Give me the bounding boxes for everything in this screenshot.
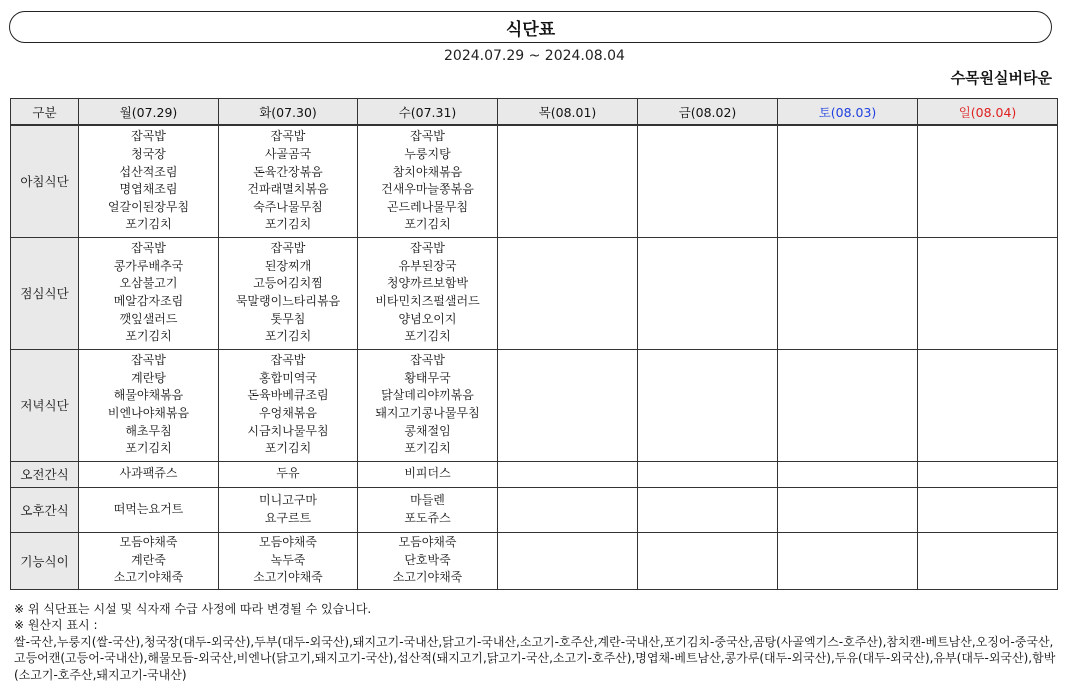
menu-item: 비타민치즈펄샐러드: [375, 294, 480, 308]
menu-item: 시금치나물무침: [247, 423, 329, 438]
menu-item: 두유: [276, 466, 300, 481]
header-day-fri: 금(08.02): [638, 99, 778, 126]
menu-cell: [918, 532, 1058, 589]
change-notice: ※ 위 식단표는 시설 및 식자재 수급 사정에 따라 변경될 수 있습니다.: [14, 602, 372, 616]
menu-item: 모듬야채죽: [259, 535, 317, 550]
menu-item: 사과팩쥬스: [119, 466, 178, 481]
header-row: [11, 99, 1058, 126]
menu-item: 계란탕: [131, 370, 166, 385]
menu-cell: [918, 349, 1058, 461]
menu-cell: [79, 125, 219, 237]
menu-cell: [638, 461, 778, 487]
menu-cell: [358, 349, 498, 461]
menu-item: 단호박죽: [404, 552, 451, 567]
menu-cell: [638, 487, 778, 532]
menu-item: 된장찌개: [264, 258, 312, 273]
row-label: 기능식이: [11, 532, 79, 589]
row-label: 오후간식: [11, 487, 79, 532]
menu-cell: [638, 237, 778, 349]
menu-items: [219, 352, 357, 458]
row-label: 아침식단: [11, 125, 79, 237]
menu-items: [219, 492, 357, 527]
page-title: 식단표: [505, 19, 556, 40]
menu-item: 모듬야채죽: [119, 535, 178, 550]
facility-name: 수목원실버타운: [950, 69, 1052, 87]
menu-item: 콩가루배추국: [113, 258, 184, 273]
row-label: 저녁식단: [11, 349, 79, 461]
menu-cell: [498, 532, 638, 589]
menu-cell: [778, 237, 918, 349]
menu-item: 포기김치: [404, 329, 451, 344]
menu-item: 모듬야채죽: [398, 535, 457, 550]
row-dinner: [11, 349, 1058, 461]
menu-item: 닭살데리야끼볶음: [381, 388, 474, 403]
menu-item: 청국장: [131, 147, 166, 162]
menu-item: 포기김치: [125, 217, 172, 232]
menu-item: 건파래멸치볶음: [247, 182, 329, 197]
menu-cell: [79, 461, 219, 487]
menu-item: 메알감자조림: [113, 294, 184, 308]
menu-item: 얼갈이된장무침: [107, 199, 190, 214]
menu-item: 섭산적조림: [119, 164, 178, 179]
menu-cell: [79, 487, 219, 532]
menu-items: [358, 240, 497, 346]
menu-items: [79, 240, 218, 346]
menu-cell: [498, 349, 638, 461]
menu-item: 잡곡밥: [131, 129, 166, 144]
menu-item: 포기김치: [264, 441, 312, 456]
menu-cell: [498, 237, 638, 349]
header-day-sat: 토(08.03): [778, 99, 918, 126]
menu-table: [10, 98, 1058, 590]
row-breakfast: [11, 125, 1058, 237]
menu-items: [79, 465, 218, 483]
menu-item: 고등어김치찜: [253, 276, 323, 291]
menu-cell: [219, 125, 358, 237]
menu-cell: [79, 532, 219, 589]
menu-cell: [358, 237, 498, 349]
menu-items: [358, 492, 497, 527]
menu-cell: [79, 349, 219, 461]
menu-items: [219, 128, 357, 234]
menu-item: 소고기야채죽: [113, 570, 184, 585]
menu-item: 잡곡밥: [131, 353, 166, 368]
menu-items: [219, 240, 357, 346]
menu-items: [358, 128, 497, 234]
menu-items: [79, 534, 218, 587]
menu-cell: [918, 461, 1058, 487]
menu-cell: [638, 349, 778, 461]
menu-item: 녹두죽: [270, 552, 306, 567]
origin-details: 쌀-국산,누룽지(쌀-국산),청국장(대두-외국산),두부(대두-외국산),돼지고기-국내산,닭고기-국내산,소고기-호주산,계란-국내산,포기김치-중국산,곰탕(사골엑기스-호주산),참치캔-베트남산,오징어-중국산,고등어캔(고등어-국내산),해물모듬-외국산,비엔나(닭고기,돼지고기-국산),섭산적(돼지고기,닭고기-국산,소고기-호주산),명엽채-베트남산,콩가루(대두-외국산),두유(대두-외국산),유부(대두-외국산),함박(소고기-호주산,돼지고기-국내산): [14, 634, 1056, 682]
menu-cell: [918, 125, 1058, 237]
menu-item: 계란죽: [131, 552, 166, 567]
header-category: 구분: [11, 99, 79, 126]
title-banner: [9, 11, 1052, 43]
header-day-tue: 화(07.30): [219, 99, 358, 126]
menu-item: 잡곡밥: [270, 129, 306, 144]
menu-item: 소고기야채죽: [253, 570, 323, 585]
menu-item: 포기김치: [404, 441, 451, 456]
menu-cell: [918, 237, 1058, 349]
menu-item: 잡곡밥: [410, 241, 445, 256]
menu-item: 건새우마늘쫑볶음: [381, 182, 474, 197]
menu-item: 묵말랭이느타리볶음: [235, 294, 341, 308]
menu-items: [79, 352, 218, 458]
menu-cell: [498, 461, 638, 487]
menu-item: 명엽채조림: [119, 182, 178, 197]
menu-item: 포기김치: [264, 217, 312, 232]
menu-items: [79, 128, 218, 234]
menu-item: 콩채절임: [404, 423, 451, 438]
origin-heading: ※ 원산지 표시 :: [14, 618, 98, 633]
menu-item: 돈육바베큐조림: [247, 388, 329, 403]
menu-item: 마들렌: [410, 492, 445, 507]
menu-item: 곤드레나물무침: [386, 199, 469, 214]
menu-item: 톳무침: [270, 311, 306, 326]
menu-item: 오삼불고기: [119, 276, 178, 291]
menu-item: 잡곡밥: [131, 241, 166, 256]
menu-item: 황태무국: [404, 370, 451, 385]
menu-item: 잡곡밥: [270, 241, 306, 256]
header-day-sun: 일(08.04): [918, 99, 1058, 126]
header-day-thu: 목(08.01): [498, 99, 638, 126]
menu-cell: [358, 487, 498, 532]
row-afternoon-snack: [11, 487, 1058, 532]
menu-cell: [219, 532, 358, 589]
menu-item: 누룽지탕: [404, 147, 451, 162]
menu-item: 숙주나물무침: [253, 199, 323, 214]
menu-cell: [498, 125, 638, 237]
menu-item: 양념오이지: [398, 311, 457, 326]
menu-item: 비피더스: [404, 466, 451, 481]
menu-items: [219, 534, 357, 587]
menu-cell: [778, 532, 918, 589]
menu-items: [358, 352, 497, 458]
date-range: 2024.07.29 ~ 2024.08.04: [444, 48, 625, 64]
menu-item: 유부된장국: [398, 258, 457, 273]
row-lunch: [11, 237, 1058, 349]
menu-item: 포도쥬스: [404, 510, 451, 525]
menu-item: 잡곡밥: [410, 129, 445, 144]
row-functional-diet: [11, 532, 1058, 589]
menu-cell: [778, 125, 918, 237]
menu-item: 해초무침: [125, 423, 172, 438]
menu-item: 잡곡밥: [270, 353, 306, 368]
menu-cell: [219, 349, 358, 461]
row-label: 오전간식: [11, 461, 79, 487]
menu-item: 청양까르보함박: [386, 276, 469, 291]
menu-cell: [219, 237, 358, 349]
menu-items: [79, 501, 218, 519]
menu-cell: [358, 461, 498, 487]
menu-cell: [778, 487, 918, 532]
notes-section: [14, 601, 1059, 683]
menu-item: 참치야채볶음: [392, 164, 463, 179]
menu-items: [219, 465, 357, 483]
header-day-wed: 수(07.31): [358, 99, 498, 126]
menu-cell: [358, 125, 498, 237]
menu-cell: [219, 487, 358, 532]
menu-item: 포기김치: [404, 217, 451, 232]
menu-item: 깻잎샐러드: [119, 311, 178, 326]
menu-item: 포기김치: [264, 329, 312, 344]
menu-item: 포기김치: [125, 329, 172, 344]
menu-item: 사골곰국: [264, 147, 312, 162]
menu-item: 떠먹는요거트: [113, 501, 184, 516]
menu-cell: [358, 532, 498, 589]
row-morning-snack: [11, 461, 1058, 487]
menu-cell: [918, 487, 1058, 532]
menu-item: 해물야채볶음: [113, 388, 184, 403]
menu-cell: [778, 461, 918, 487]
menu-item: 비엔나야채볶음: [107, 406, 190, 420]
menu-item: 소고기야채죽: [392, 570, 463, 585]
row-label: 점심식단: [11, 237, 79, 349]
menu-cell: [638, 125, 778, 237]
menu-cell: [219, 461, 358, 487]
menu-item: 돼지고기콩나물무침: [375, 406, 480, 420]
menu-item: 포기김치: [125, 441, 172, 456]
header-day-mon: 월(07.29): [79, 99, 219, 126]
menu-item: 미니고구마: [259, 492, 317, 507]
menu-cell: [638, 532, 778, 589]
menu-cell: [498, 487, 638, 532]
menu-item: 홍합미역국: [259, 370, 317, 385]
menu-item: 우엉채볶음: [259, 406, 317, 420]
menu-cell: [778, 349, 918, 461]
menu-item: 돈육간장볶음: [253, 164, 323, 179]
menu-item: 요구르트: [264, 510, 312, 525]
menu-item: 잡곡밥: [410, 353, 445, 368]
menu-cell: [79, 237, 219, 349]
menu-items: [358, 465, 497, 483]
menu-items: [358, 534, 497, 587]
